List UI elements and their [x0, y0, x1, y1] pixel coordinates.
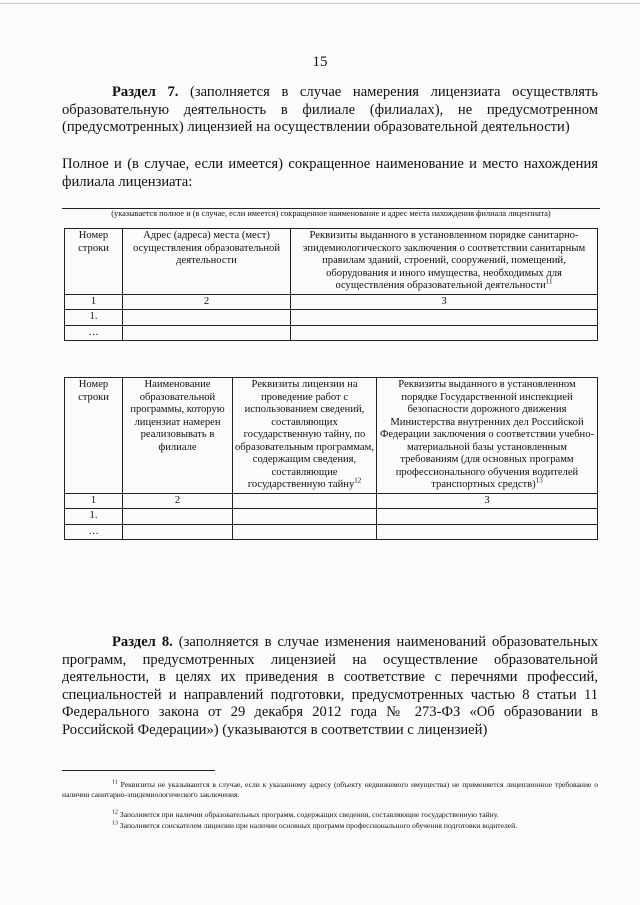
section7-text: (заполняется в случае намерения лицензиата осуществлять образовательную деятельность в филиале (филиалах), не предусмотренном (предусмотренных) лицензией на осуществлении образовательной деятельности) [62, 84, 598, 135]
branch-programs-table [64, 377, 598, 540]
table-row: … [65, 524, 598, 540]
table-cell-input[interactable] [291, 310, 598, 326]
table-cell-input[interactable] [123, 325, 291, 341]
section8-text: (заполняется в случае изменения наименований образовательных программ, предусмотренных лицензией на осуществление образовательной деятельности, в целях их приведения в соответствие с перечнями профессий, специальностей и направлений подготовки, предусмотренных частью 8 статьи 11 Федерального закона от 29 декабря 2012 года № 273-ФЗ «Об образовании в Российской Федерации») (указываются в соответствии с лицензией) [62, 634, 598, 738]
table-cell-input[interactable] [123, 524, 233, 540]
header-program-name: Наименование образовательной программы, которую лицензиат намерен реализовывать в филиале [123, 378, 233, 494]
table-row: … [65, 325, 598, 341]
footnote-11: $^{11}$ Реквизиты не указываются в случае, если к указанному адресу (объекту недвижимого имущества) не применяется лицензионное требование о наличии санитарно-эпидемиологического заключения. [62, 779, 598, 799]
section7-paragraph [62, 84, 598, 137]
table-cell-input[interactable] [377, 509, 598, 525]
table-row: 1. [65, 509, 598, 525]
table-cell-input[interactable] [233, 524, 377, 540]
branch-prompt: Полное и (в случае, если имеется) сокращенное наименование и место нахождения филиала лицензиата: [62, 156, 598, 190]
table-cell-input[interactable] [377, 524, 598, 540]
footnote-13: $^{13}$ Заполняется соискателем лицензии при наличии основных программ профессионального обучения подготовки водителей. [112, 820, 518, 830]
header-traffic-police-conclusion: Реквизиты выданного в установленном порядке Государственной инспекцией безопасности дорожного движения Министерства внутренних дел Российской Федерации заключения о соответствии учебно-материальной базы установленным требованиям (для основных программ профессионального обучения водителей транспортных средств)$^{13}$ [377, 378, 598, 494]
page-top-border [0, 3, 640, 4]
table-cell-input[interactable] [123, 509, 233, 525]
header-state-secret-license: Реквизиты лицензии на проведение работ с использованием сведений, составляющих государственную тайну, по образовательным программам, содержащим сведения, составляющие государственную тайну$^{12}$ [233, 378, 377, 494]
section7-title: Раздел 7. [112, 84, 179, 100]
table-row: 1. [65, 310, 598, 326]
header-address: Адрес (адреса) места (мест) осуществления образовательной деятельности [123, 229, 291, 295]
branch-address-table [64, 228, 598, 341]
table-cell-input[interactable] [291, 325, 598, 341]
column-number-row: 1 2 3 [65, 493, 598, 509]
header-sanitary-conclusion: Реквизиты выданного в установленном порядке санитарно- эпидемиологического заключения о соответствии санитарным правилам зданий, строений, сооружений, помещений, оборудования и иного имущества, необходимых для осуществления образовательной деятельности$^{11}$ [291, 229, 598, 295]
table-cell-input[interactable] [233, 509, 377, 525]
footnote-12: $^{12}$ Заполняется при наличии образовательных программ, содержащих сведения, составляющие государственную тайну. [112, 809, 499, 819]
table-header-row [65, 378, 598, 494]
page-number: 15 [312, 54, 328, 70]
footnote-separator [62, 770, 215, 771]
branch-caption: (указывается полное и (в случае, если имеется) сокращенное наименование и адрес места нахождения филиала лицензиата) [62, 208, 600, 219]
column-number-row: 1 2 3 [65, 294, 598, 310]
table-header-row [65, 229, 598, 295]
section8-paragraph [62, 634, 598, 739]
footnote-ref-12[interactable]: 12 [354, 476, 362, 485]
footnote-ref-11[interactable]: 11 [545, 277, 553, 286]
footnote-ref-13[interactable]: 13 [535, 476, 543, 485]
table-cell-input[interactable] [123, 310, 291, 326]
header-row-number: Номер строки [65, 378, 123, 494]
header-row-number: Номер строки [65, 229, 123, 295]
section8-title: Раздел 8. [112, 634, 173, 650]
